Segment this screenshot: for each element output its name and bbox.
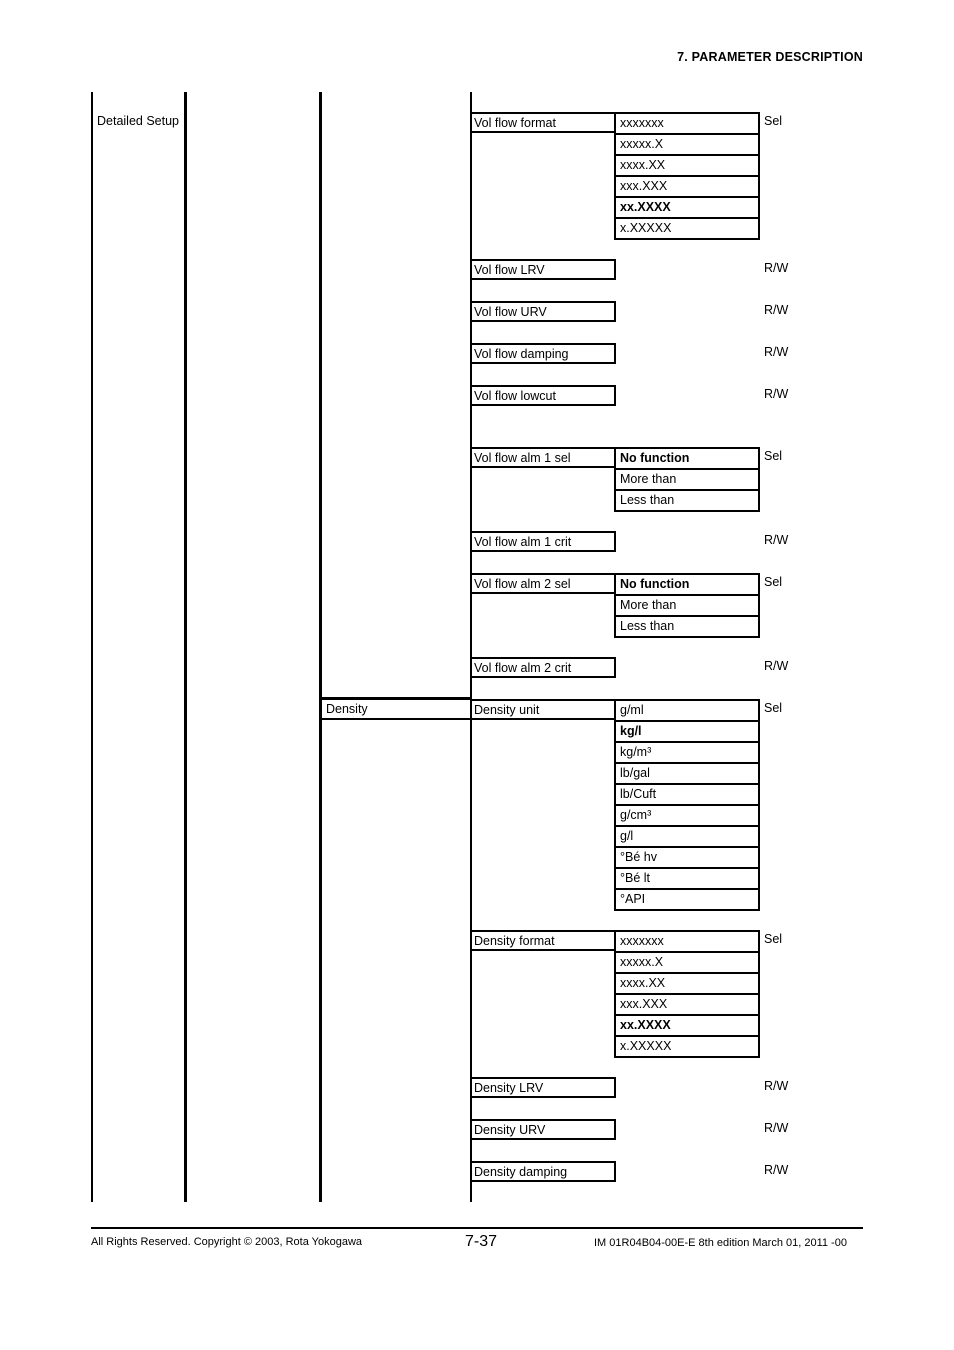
param-option-list <box>614 112 760 240</box>
param-option: xx.XXXX <box>616 196 758 217</box>
param-access: R/W <box>764 261 789 275</box>
param-name: Vol flow format <box>474 116 556 130</box>
param-option: xxx.XXX <box>616 175 758 196</box>
param-option: g/cm³ <box>616 804 758 825</box>
param-option: kg/l <box>616 720 758 741</box>
detailed-setup-label: Detailed Setup <box>97 114 180 128</box>
density-group-box <box>322 697 471 720</box>
param-name: Density URV <box>474 1123 546 1137</box>
param-option: xxxxxxx <box>620 116 664 130</box>
param-name-box <box>470 1119 616 1140</box>
param-option: xxxxx.X <box>616 133 758 154</box>
page-number: 7-37 <box>465 1233 498 1250</box>
param-name: Density LRV <box>474 1081 544 1095</box>
param-name-box <box>470 112 616 133</box>
param-name: Vol flow URV <box>474 305 547 319</box>
param-option: More than <box>616 594 758 615</box>
param-access: R/W <box>764 1121 789 1135</box>
param-name-box <box>470 1077 616 1098</box>
param-name: Density damping <box>474 1165 568 1179</box>
param-option: °API <box>616 888 758 909</box>
param-option: g/ml <box>620 703 644 717</box>
param-option: lb/gal <box>616 762 758 783</box>
param-name-box <box>470 699 616 720</box>
param-access: Sel <box>764 114 783 128</box>
param-option: xxxx.XX <box>616 972 758 993</box>
param-option: xx.XXXX <box>616 1014 758 1035</box>
tree-line-level2 <box>184 92 187 1202</box>
param-access: R/W <box>764 387 789 401</box>
param-name-box <box>470 930 616 951</box>
param-option: Less than <box>616 615 758 636</box>
param-name: Vol flow alm 1 crit <box>474 535 572 549</box>
param-option: °Bé hv <box>616 846 758 867</box>
param-access: R/W <box>764 303 789 317</box>
param-name-box <box>470 531 616 552</box>
param-option-list <box>614 447 760 512</box>
param-name: Vol flow alm 2 sel <box>474 577 571 591</box>
param-name-box <box>470 385 616 406</box>
param-option: Less than <box>616 489 758 510</box>
param-option: xxxxx.X <box>616 951 758 972</box>
param-name-box <box>470 447 616 468</box>
section-header: 7. PARAMETER DESCRIPTION <box>677 50 863 64</box>
param-access: Sel <box>764 575 783 589</box>
param-option: °Bé lt <box>616 867 758 888</box>
param-option: More than <box>616 468 758 489</box>
param-option: x.XXXXX <box>616 217 758 238</box>
param-option: xxxx.XX <box>616 154 758 175</box>
param-option-list <box>614 573 760 638</box>
tree-line-level1 <box>91 92 93 1202</box>
param-name: Vol flow LRV <box>474 263 545 277</box>
footer-rule <box>91 1227 863 1229</box>
document-id: IM 01R04B04-00E-E 8th edition March 01, 2011 -00 <box>594 1237 847 1249</box>
param-name: Vol flow alm 1 sel <box>474 451 571 465</box>
param-option-list <box>614 930 760 1058</box>
param-name: Vol flow alm 2 crit <box>474 661 572 675</box>
param-option: x.XXXXX <box>616 1035 758 1056</box>
param-access: R/W <box>764 533 789 547</box>
param-access: R/W <box>764 1163 789 1177</box>
tree-line-level3 <box>319 92 322 1202</box>
param-option: xxxxxxx <box>620 934 664 948</box>
param-option: No function <box>620 577 690 591</box>
density-group-label: Density <box>326 702 368 716</box>
param-access: R/W <box>764 659 789 673</box>
param-option: kg/m³ <box>616 741 758 762</box>
param-name: Vol flow lowcut <box>474 389 556 403</box>
param-option: xxx.XXX <box>616 993 758 1014</box>
param-access: Sel <box>764 449 783 463</box>
param-name-box <box>470 259 616 280</box>
param-access: R/W <box>764 1079 789 1093</box>
param-option-list <box>614 699 760 911</box>
param-access: Sel <box>764 701 783 715</box>
param-option: No function <box>620 451 690 465</box>
param-name: Density format <box>474 934 555 948</box>
copyright-text: All Rights Reserved. Copyright © 2003, Rota Yokogawa <box>91 1236 363 1248</box>
param-option: g/l <box>616 825 758 846</box>
param-name: Vol flow damping <box>474 347 569 361</box>
param-name: Density unit <box>474 703 540 717</box>
param-name-box <box>470 301 616 322</box>
param-access: Sel <box>764 932 783 946</box>
param-name-box <box>470 343 616 364</box>
param-name-box <box>470 657 616 678</box>
param-access: R/W <box>764 345 789 359</box>
param-name-box <box>470 1161 616 1182</box>
param-name-box <box>470 573 616 594</box>
param-option: lb/Cuft <box>616 783 758 804</box>
